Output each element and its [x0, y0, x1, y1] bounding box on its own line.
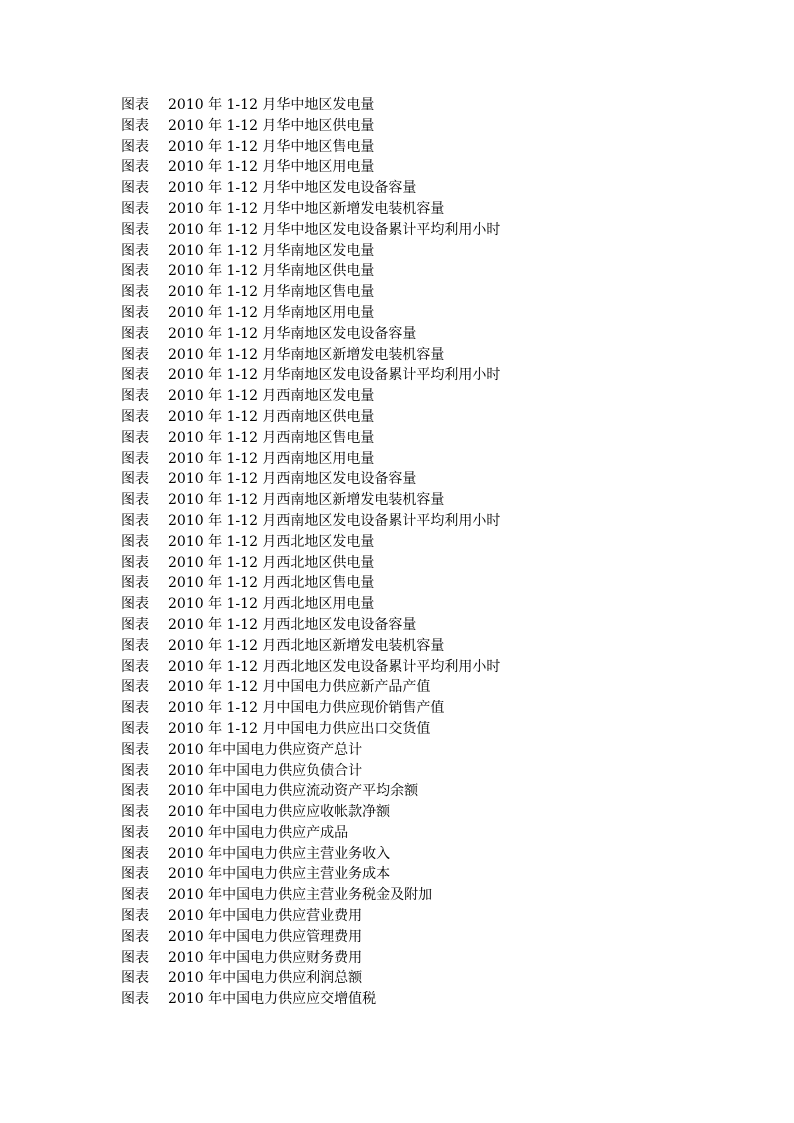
list-item — [121, 532, 500, 553]
list-item — [121, 469, 500, 490]
entry-title: 2010 年 1-12 月西北地区发电量 — [168, 533, 375, 550]
entry-label: 图表 — [121, 637, 149, 654]
list-item — [121, 157, 500, 178]
list-item — [121, 137, 500, 158]
entry-label: 图表 — [121, 824, 149, 841]
entry-label: 图表 — [121, 845, 149, 862]
entry-label: 图表 — [121, 304, 149, 321]
entry-title: 2010 年中国电力供应产成品 — [168, 824, 349, 841]
entry-title: 2010 年 1-12 月西南地区发电量 — [168, 388, 375, 405]
entry-label: 图表 — [121, 679, 149, 696]
list-item — [121, 573, 500, 594]
entry-label: 图表 — [121, 700, 149, 717]
entry-title: 2010 年 1-12 月华南地区供电量 — [168, 263, 375, 280]
list-item — [121, 615, 500, 636]
entry-label: 图表 — [121, 263, 149, 280]
entry-title: 2010 年中国电力供应利润总额 — [168, 970, 363, 987]
entry-label: 图表 — [121, 325, 149, 342]
list-item — [121, 345, 500, 366]
entry-title: 2010 年 1-12 月西南地区发电设备容量 — [168, 471, 417, 488]
entry-label: 图表 — [121, 97, 149, 113]
entry-label: 图表 — [121, 616, 149, 633]
list-item — [121, 864, 500, 885]
entry-label: 图表 — [121, 720, 149, 737]
entry-label: 图表 — [121, 762, 149, 779]
list-item — [121, 781, 500, 802]
entry-label: 图表 — [121, 450, 149, 467]
entry-title: 2010 年 1-12 月华南地区新增发电装机容量 — [168, 346, 445, 363]
entry-label: 图表 — [121, 575, 149, 592]
list-item — [121, 241, 500, 262]
list-item — [121, 802, 500, 823]
entry-title: 2010 年中国电力供应财务费用 — [168, 949, 363, 966]
entry-title: 2010 年中国电力供应营业费用 — [168, 908, 363, 925]
list-item — [121, 261, 500, 282]
entry-title: 2010 年 1-12 月西南地区售电量 — [168, 429, 375, 446]
list-item — [121, 407, 500, 428]
list-item — [121, 303, 500, 324]
entry-label: 图表 — [121, 991, 149, 1008]
entry-title: 2010 年 1-12 月中国电力供应现价销售产值 — [168, 700, 445, 717]
entry-label: 图表 — [121, 346, 149, 363]
list-item — [121, 220, 500, 241]
entry-label: 图表 — [121, 928, 149, 945]
list-item — [121, 906, 500, 927]
entry-label: 图表 — [121, 429, 149, 446]
list-item — [121, 428, 500, 449]
list-item — [121, 199, 500, 220]
list-item — [121, 636, 500, 657]
entry-title: 2010 年 1-12 月西北地区售电量 — [168, 575, 375, 592]
entry-label: 图表 — [121, 949, 149, 966]
entry-label: 图表 — [121, 159, 149, 176]
entry-title: 2010 年中国电力供应负债合计 — [168, 762, 363, 779]
entry-title: 2010 年中国电力供应资产总计 — [168, 741, 363, 758]
entry-label: 图表 — [121, 180, 149, 197]
entry-title: 2010 年 1-12 月华中地区发电设备容量 — [168, 180, 417, 197]
entry-label: 图表 — [121, 970, 149, 987]
chart-index-list — [121, 95, 500, 1010]
entry-title: 2010 年 1-12 月中国电力供应出口交货值 — [168, 720, 431, 737]
list-item — [121, 553, 500, 574]
list-item — [121, 989, 500, 1010]
list-item — [121, 490, 500, 511]
list-item — [121, 116, 500, 137]
entry-label: 图表 — [121, 471, 149, 488]
entry-title: 2010 年 1-12 月华中地区供电量 — [168, 117, 375, 134]
list-item — [121, 927, 500, 948]
list-item — [121, 823, 500, 844]
entry-title: 2010 年 1-12 月华南地区用电量 — [168, 304, 375, 321]
entry-title: 2010 年 1-12 月华南地区发电设备累计平均利用小时 — [168, 367, 501, 384]
list-item — [121, 324, 500, 345]
entry-title: 2010 年中国电力供应主营业务收入 — [168, 845, 391, 862]
entry-title: 2010 年 1-12 月西南地区供电量 — [168, 408, 375, 425]
entry-title: 2010 年 1-12 月西北地区发电设备累计平均利用小时 — [168, 658, 501, 675]
entry-label: 图表 — [121, 596, 149, 613]
list-item — [121, 282, 500, 303]
entry-title: 2010 年 1-12 月西北地区用电量 — [168, 596, 375, 613]
list-item — [121, 885, 500, 906]
entry-title: 2010 年 1-12 月西南地区发电设备累计平均利用小时 — [168, 512, 501, 529]
entry-title: 2010 年中国电力供应流动资产平均余额 — [168, 783, 419, 800]
entry-title: 2010 年 1-12 月华南地区售电量 — [168, 284, 375, 301]
entry-title: 2010 年 1-12 月西南地区新增发电装机容量 — [168, 492, 445, 509]
entry-label: 图表 — [121, 200, 149, 217]
entry-label: 图表 — [121, 138, 149, 155]
entry-label: 图表 — [121, 908, 149, 925]
entry-title: 2010 年中国电力供应应交增值税 — [168, 991, 377, 1008]
list-item — [121, 740, 500, 761]
list-item — [121, 178, 500, 199]
entry-label: 图表 — [121, 866, 149, 883]
list-item — [121, 511, 500, 532]
entry-label: 图表 — [121, 554, 149, 571]
entry-title: 2010 年 1-12 月华中地区售电量 — [168, 138, 375, 155]
list-item — [121, 719, 500, 740]
entry-label: 图表 — [121, 741, 149, 758]
list-item — [121, 844, 500, 865]
entry-label: 图表 — [121, 533, 149, 550]
entry-label: 图表 — [121, 117, 149, 134]
entry-title: 2010 年中国电力供应应收帐款净额 — [168, 804, 391, 821]
entry-label: 图表 — [121, 367, 149, 384]
entry-label: 图表 — [121, 512, 149, 529]
entry-title: 2010 年 1-12 月华中地区发电设备累计平均利用小时 — [168, 221, 501, 238]
list-item — [121, 761, 500, 782]
entry-title: 2010 年 1-12 月华中地区用电量 — [168, 159, 375, 176]
entry-title: 2010 年中国电力供应主营业务成本 — [168, 866, 391, 883]
entry-title: 2010 年 1-12 月中国电力供应新产品产值 — [168, 679, 431, 696]
entry-label: 图表 — [121, 804, 149, 821]
list-item — [121, 948, 500, 969]
entry-label: 图表 — [121, 783, 149, 800]
list-item — [121, 365, 500, 386]
entry-title: 2010 年 1-12 月华中地区发电量 — [168, 97, 375, 113]
entry-label: 图表 — [121, 284, 149, 301]
entry-title: 2010 年中国电力供应管理费用 — [168, 928, 363, 945]
entry-label: 图表 — [121, 492, 149, 509]
list-item — [121, 594, 500, 615]
entry-title: 2010 年 1-12 月西北地区发电设备容量 — [168, 616, 417, 633]
entry-title: 2010 年 1-12 月西北地区新增发电装机容量 — [168, 637, 445, 654]
list-item — [121, 677, 500, 698]
entry-label: 图表 — [121, 658, 149, 675]
entry-title: 2010 年 1-12 月华中地区新增发电装机容量 — [168, 200, 445, 217]
list-item — [121, 95, 500, 116]
entry-label: 图表 — [121, 221, 149, 238]
entry-title: 2010 年 1-12 月华南地区发电设备容量 — [168, 325, 417, 342]
entry-title: 2010 年 1-12 月西北地区供电量 — [168, 554, 375, 571]
entry-label: 图表 — [121, 408, 149, 425]
list-item — [121, 968, 500, 989]
list-item — [121, 657, 500, 678]
list-item — [121, 449, 500, 470]
entry-label: 图表 — [121, 242, 149, 259]
list-item — [121, 386, 500, 407]
entry-label: 图表 — [121, 388, 149, 405]
list-item — [121, 698, 500, 719]
entry-label: 图表 — [121, 887, 149, 904]
entry-title: 2010 年中国电力供应主营业务税金及附加 — [168, 887, 433, 904]
entry-title: 2010 年 1-12 月华南地区发电量 — [168, 242, 375, 259]
entry-title: 2010 年 1-12 月西南地区用电量 — [168, 450, 375, 467]
